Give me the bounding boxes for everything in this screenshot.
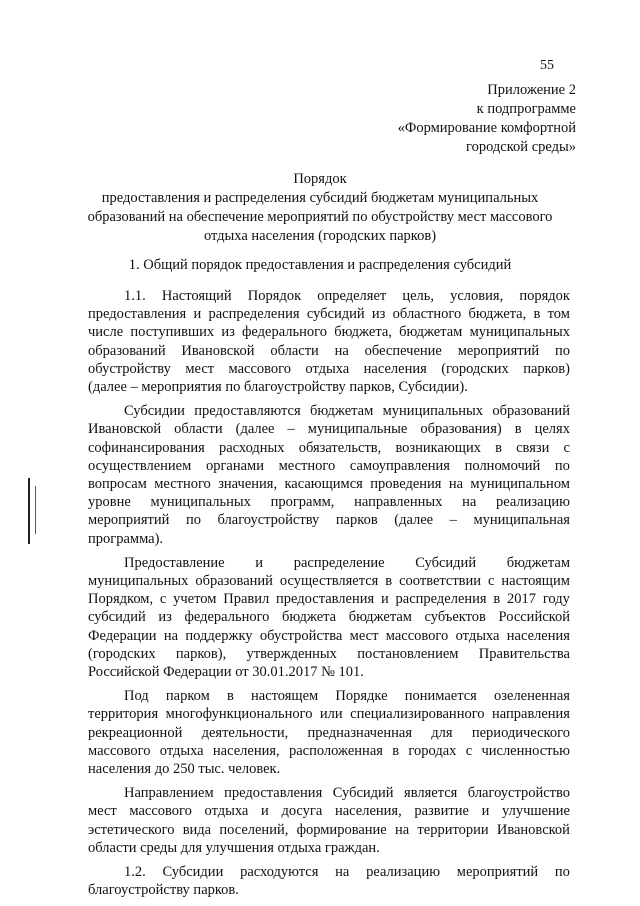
paragraph xyxy=(88,687,570,778)
paragraph-line: мероприятий по благоустройству парков (далее – муниципальная xyxy=(88,512,570,529)
paragraph-line: Федерации на поддержку обустройства мест массового отдыха населения xyxy=(88,627,570,644)
paragraph-line: числе поступивших из федерального бюджета, бюджетам муниципальных xyxy=(88,324,570,341)
paragraph-line: (городских парков), утвержденных постановлением Правительства xyxy=(88,645,570,662)
paragraph-line: Порядком, с учетом Правил предоставления и распределения в 2017 году xyxy=(88,591,570,608)
document-title xyxy=(70,170,570,246)
paragraph xyxy=(88,287,570,396)
paragraph-line: Ивановской области (далее – муниципальные образования) в целях xyxy=(88,421,570,438)
paragraph-line: Направлением предоставления Субсидий является благоустройство xyxy=(124,785,570,802)
title-line: Порядок xyxy=(293,171,347,187)
paragraph xyxy=(88,554,570,681)
paragraph-line: осуществлением органами местного самоуправления полномочий по xyxy=(88,457,570,474)
paragraph-line: обустройству мест массового отдыха населения (городских парков) xyxy=(88,360,570,377)
paragraph-line: муниципальных образований осуществляется в соответствии с настоящим xyxy=(88,573,570,590)
appendix-line: «Формирование комфортной xyxy=(397,120,576,136)
paragraph-line: 1.2. Субсидии расходуются на реализацию мероприятий по xyxy=(124,864,570,881)
paragraph-line: предоставления и распределения субсидий из областного бюджета, в том xyxy=(88,306,570,323)
paragraph-line: эстетического вида поселений, формирование на территории Ивановской xyxy=(88,821,570,838)
appendix-line: городской среды» xyxy=(466,139,576,155)
paragraph-line: Предоставление и распределение Субсидий бюджетам xyxy=(124,554,570,571)
paragraph-line: территория многофункционального или специализированного направления xyxy=(88,706,570,723)
paragraph-line: уровне муниципальных программ, направленных на реализацию xyxy=(88,494,570,511)
paragraph-line: Под парком в настоящем Порядке понимается озелененная xyxy=(124,688,570,705)
title-line: предоставления и распределения субсидий бюджетам муниципальных xyxy=(101,190,539,206)
paragraph-line: Субсидии предоставляются бюджетам муниципальных образований xyxy=(124,403,570,420)
paragraph-line: программа). xyxy=(88,530,164,547)
paragraph xyxy=(88,402,570,548)
paragraph xyxy=(88,863,570,899)
paragraph-line: субсидий из федерального бюджета бюджетам субъектов Российской xyxy=(88,609,570,626)
title-line: образований на обеспечение мероприятий по обустройству мест массового xyxy=(87,209,553,225)
paragraph-line: софинансирования расходных обязательств, возникающих в связи с xyxy=(88,439,570,456)
paragraph-line: области среды для улучшения отдыха граждан. xyxy=(88,839,380,856)
document-body xyxy=(88,287,570,906)
paragraph-line: Российской Федерации от 30.01.2017 № 101. xyxy=(88,664,364,681)
paragraph-line: населения до 250 тыс. человек. xyxy=(88,761,281,778)
paragraph-line: (далее – мероприятия по благоустройству парков, Субсидии). xyxy=(88,379,468,396)
page-number: 55 xyxy=(540,58,554,73)
paragraph-line: образований Ивановской области на обеспечение мероприятий по xyxy=(88,342,570,359)
paragraph-line: вопросам местного значения, касающимся проведения на муниципальном xyxy=(88,476,570,493)
paragraph-line: мест массового отдыха и досуга населения, развитие и улучшение xyxy=(88,803,570,820)
title-line: отдыха населения (городских парков) xyxy=(203,228,437,244)
paragraph-line: благоустройству парков. xyxy=(88,882,239,899)
paragraph-line: рекреационной деятельности, предназначенная для периодического xyxy=(88,724,570,741)
appendix-line: к подпрограмме xyxy=(476,101,576,117)
margin-mark xyxy=(28,478,30,544)
appendix-line: Приложение 2 xyxy=(487,82,576,98)
paragraph-line: массового отдыха населения, расположенная в городах с численностью xyxy=(88,742,570,759)
paragraph xyxy=(88,784,570,857)
appendix-block xyxy=(350,81,576,157)
margin-mark xyxy=(35,486,36,534)
paragraph-line: 1.1. Настоящий Порядок определяет цель, условия, порядок xyxy=(124,288,570,304)
section-heading: 1. Общий порядок предоставления и распределения субсидий xyxy=(128,257,512,273)
